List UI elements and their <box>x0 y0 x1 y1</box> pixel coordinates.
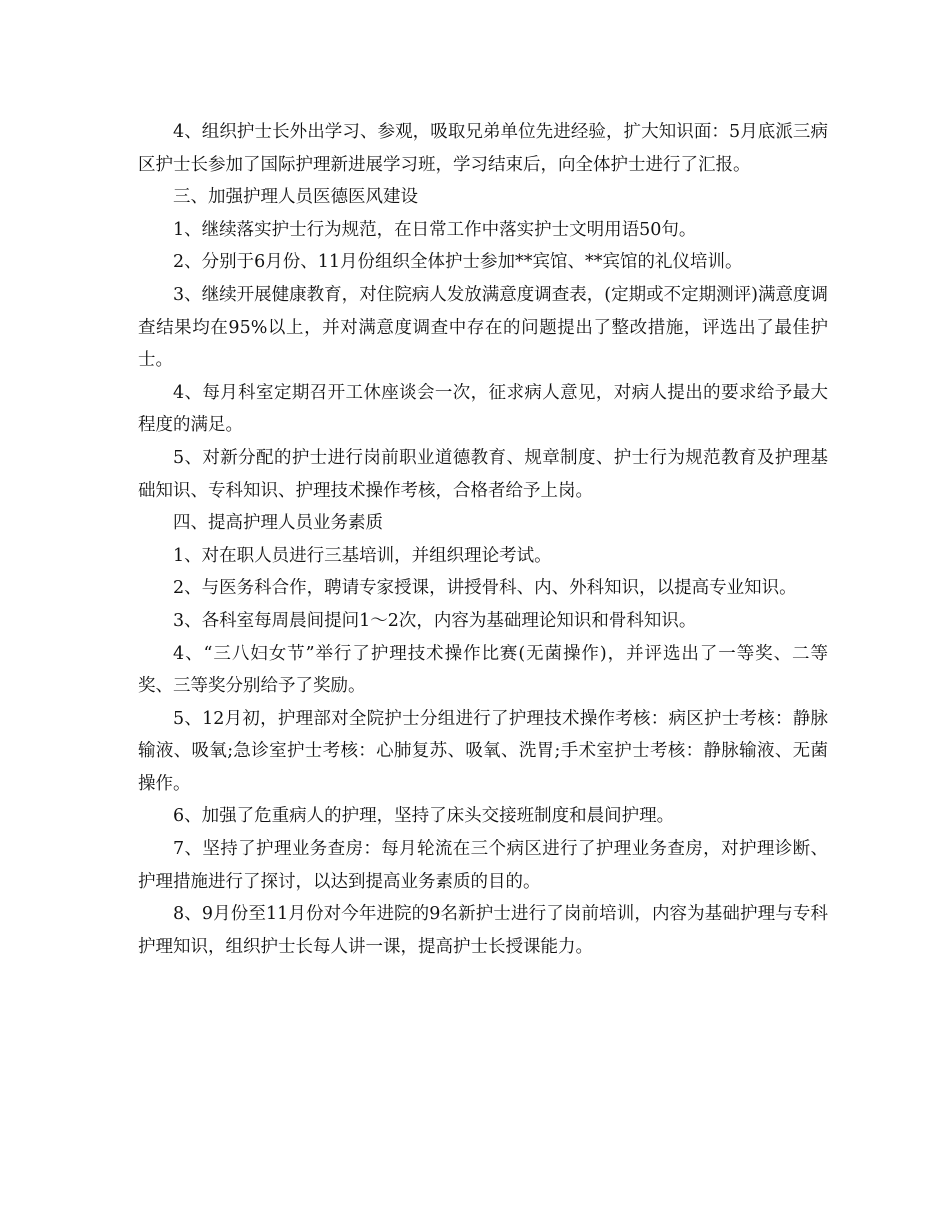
paragraph-item-5-training: 5、对新分配的护士进行岗前职业道德教育、规章制度、护士行为规范教育及护理基础知识、专科知识、护理技术操作考核，合格者给予上岗。 <box>138 447 828 501</box>
paragraph-item-6-critical-care: 6、加强了危重病人的护理，坚持了床头交接班制度和晨间护理。 <box>173 806 675 827</box>
paragraph-item-4-competition: 4、“三八妇女节”举行了护理技术操作比赛(无菌操作)，并评选出了一等奖、二等奖、三等奖分别给予了奖励。 <box>138 643 828 697</box>
document-page <box>138 116 828 963</box>
paragraph-item-1-basic-training: 1、对在职人员进行三基培训，并组织理论考试。 <box>173 545 552 566</box>
paragraph-item-7-ward-rounds: 7、坚持了护理业务查房：每月轮流在三个病区进行了护理业务查房，对护理诊断、护理措施进行了探讨，以达到提高业务素质的目的。 <box>138 839 828 892</box>
paragraph-item-4-meeting: 4、每月科室定期召开工休座谈会一次，征求病人意见，对病人提出的要求给予最大程度的满足。 <box>138 382 828 436</box>
paragraph-item-4-study: 4、组织护士长外出学习、参观，吸取兄弟单位先进经验，扩大知识面：5月底派三病区护士长参加了国际护理新进展学习班，学习结束后，向全体护士进行了汇报。 <box>138 122 828 175</box>
paragraph-item-5-assessment: 5、12月初，护理部对全院护士分组进行了护理技术操作考核：病区护士考核：静脉输液、吸氧;急诊室护士考核：心肺复苏、吸氧、洗胃;手术室护士考核：静脉输液、无菌操作。 <box>138 708 828 794</box>
paragraph-item-1-conduct: 1、继续落实护士行为规范，在日常工作中落实护士文明用语50句。 <box>173 219 697 240</box>
paragraph-item-3-survey: 3、继续开展健康教育，对住院病人发放满意度调查表，(定期或不定期测评)满意度调查结果均在95%以上，并对满意度调查中存在的问题提出了整改措施，评选出了最佳护士。 <box>138 284 828 371</box>
section-heading-4: 四、提高护理人员业务素质 <box>173 513 383 534</box>
paragraph-item-3-morning-questions: 3、各科室每周晨间提问1～2次，内容为基础理论知识和骨科知识。 <box>173 610 697 631</box>
paragraph-item-8-new-nurses: 8、9月份至11月份对今年进院的9名新护士进行了岗前培训，内容为基础护理与专科护理知识，组织护士长每人讲一课，提高护士长授课能力。 <box>138 904 828 957</box>
section-heading-3: 三、加强护理人员医德医风建设 <box>173 187 418 208</box>
paragraph-item-2-etiquette: 2、分别于6月份、11月份组织全体护士参加**宾馆、**宾馆的礼仪培训。 <box>173 252 743 273</box>
paragraph-item-2-lectures: 2、与医务科合作，聘请专家授课，讲授骨科、内、外科知识，以提高专业知识。 <box>173 578 797 599</box>
